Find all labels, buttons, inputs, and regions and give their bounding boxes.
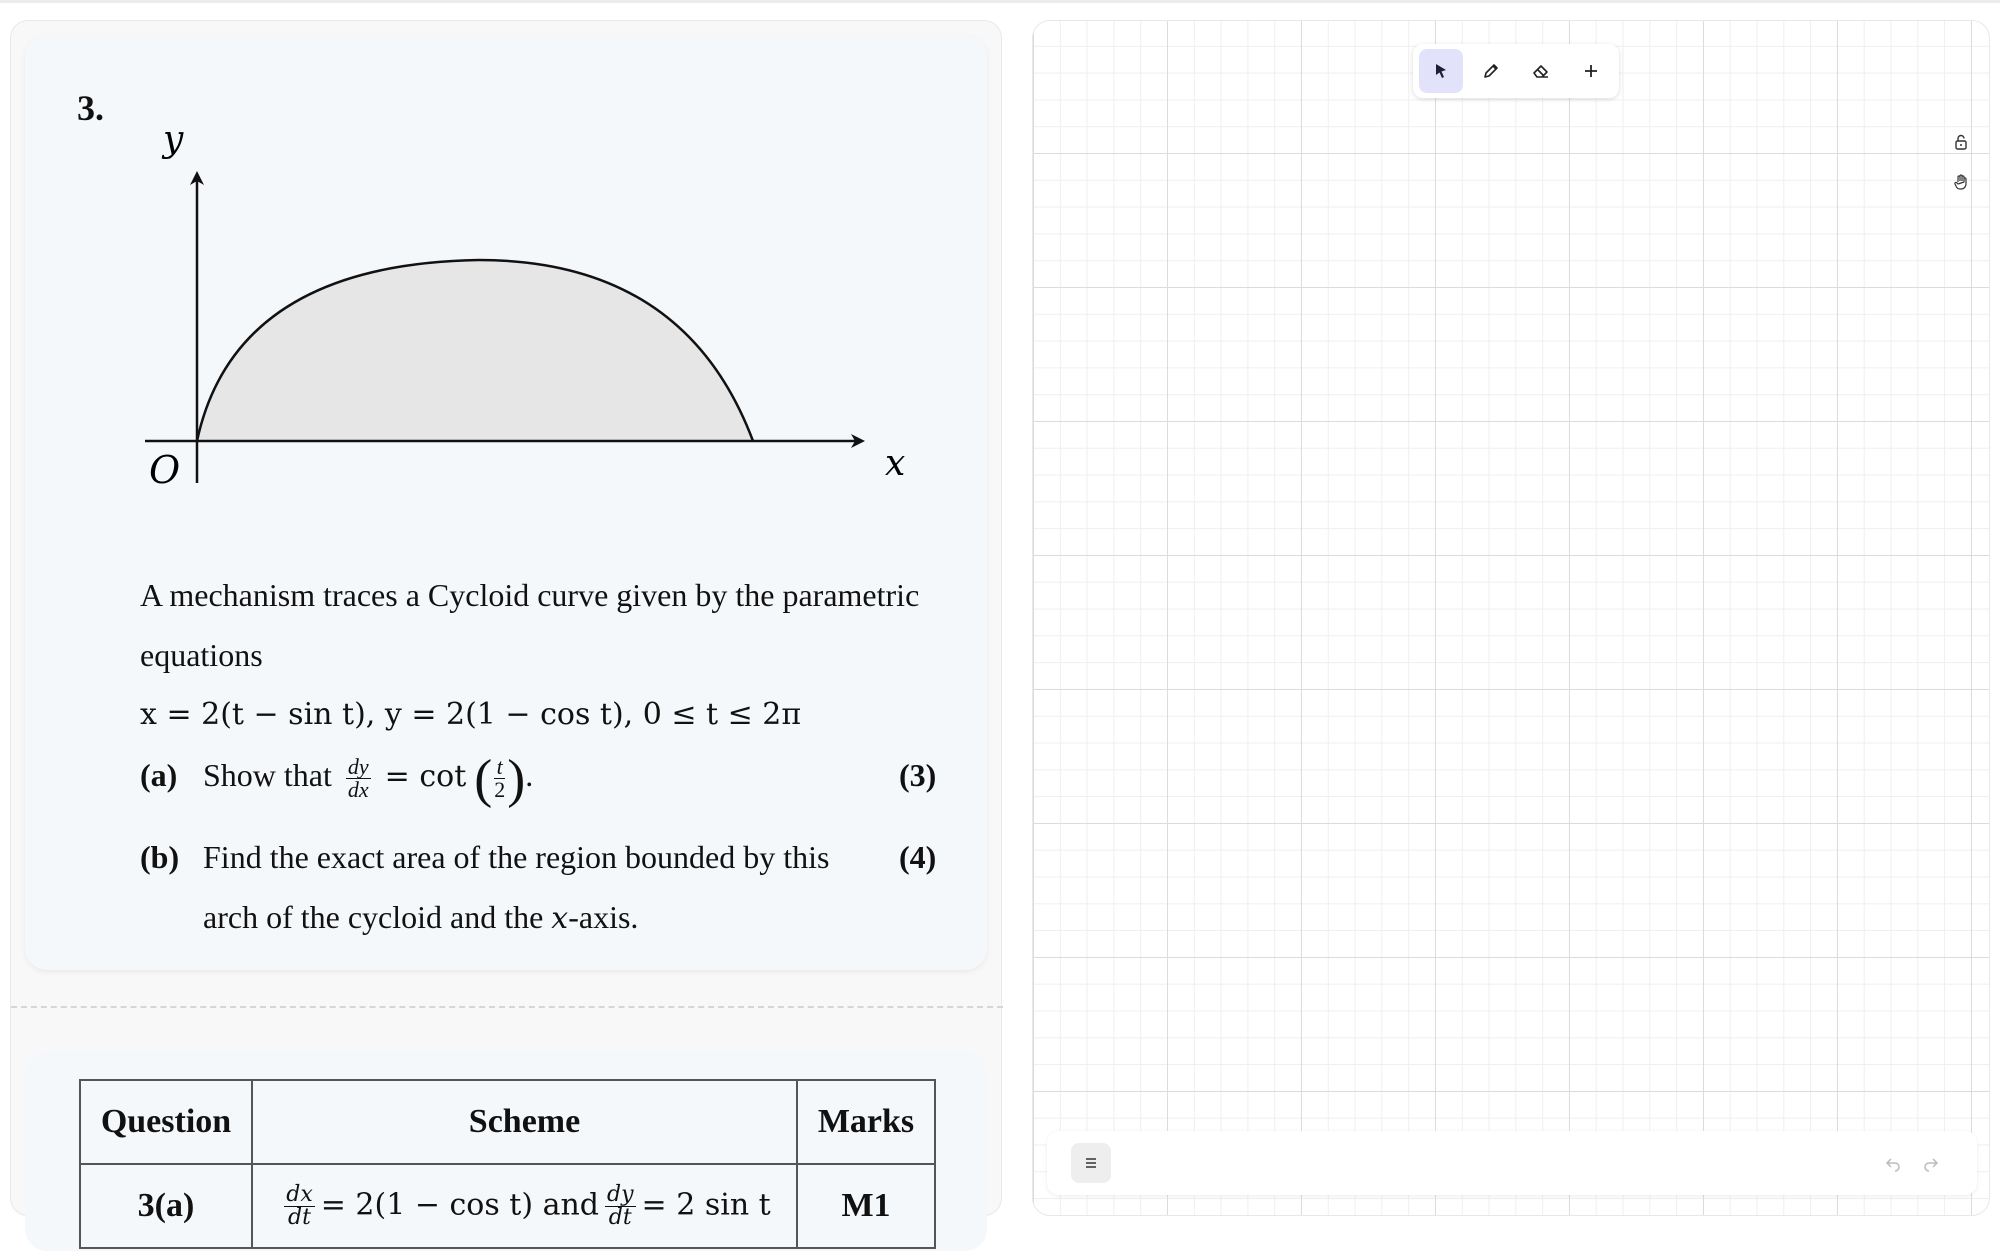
hand-icon: [1952, 173, 1970, 191]
part-b-line-2: [203, 887, 638, 949]
x-axis-label: x: [885, 443, 906, 484]
redo-button[interactable]: [1915, 1147, 1947, 1179]
t-over-2-fraction: [494, 756, 505, 801]
scheme-end-text: = 2 sin t: [641, 1187, 771, 1222]
intro-line-1: A mechanism traces a Cycloid curve given by the parametric: [140, 577, 920, 613]
eraser-tool-button[interactable]: [1519, 49, 1563, 93]
scheme-mid-text: = 2(1 − cos t) and: [320, 1187, 600, 1222]
row-marks: M1: [797, 1164, 935, 1248]
part-a-end: .: [525, 757, 534, 793]
pencil-icon: [1481, 61, 1501, 81]
question-card: [25, 35, 987, 970]
pointer-tool-button[interactable]: [1419, 49, 1463, 93]
mark-scheme-table: [79, 1079, 936, 1249]
undo-button[interactable]: [1877, 1147, 1909, 1179]
dy-dx-denominator: dx: [347, 777, 369, 803]
dx-numerator: dx: [286, 1181, 313, 1207]
header-question: Question: [80, 1080, 252, 1164]
question-number: 3.: [77, 88, 104, 128]
dy-dt-fraction: [605, 1181, 636, 1230]
part-b-line-1: Find the exact area of the region bounded by this: [203, 839, 830, 875]
drawing-canvas[interactable]: [1032, 20, 1990, 1216]
part-b-marks: (4): [899, 839, 937, 875]
row-scheme: [252, 1164, 797, 1248]
canvas-bottom-bar: [1047, 1131, 1977, 1195]
pencil-tool-button[interactable]: [1469, 49, 1513, 93]
undo-icon: [1884, 1154, 1902, 1172]
y-axis-label: y: [163, 119, 184, 160]
side-toolbar: [1943, 126, 1979, 198]
pointer-icon: [1431, 61, 1451, 81]
mark-scheme-card: [25, 1051, 987, 1251]
parametric-equations: x = 2(t − sin t), y = 2(1 − cos t), 0 ≤ t ≤ 2π: [140, 697, 802, 732]
menu-button[interactable]: [1071, 1143, 1111, 1183]
part-b-label: (b): [140, 839, 180, 875]
redo-icon: [1922, 1154, 1940, 1172]
lock-icon: [1952, 133, 1970, 151]
part-a-label: (a): [140, 757, 178, 793]
cycloid-diagram: [25, 35, 987, 505]
dx-dt-fraction: [284, 1181, 315, 1230]
dy-dx-fraction: [346, 756, 371, 801]
top-border: [0, 0, 2000, 3]
add-tool-button[interactable]: [1569, 49, 1613, 93]
header-scheme: Scheme: [252, 1080, 797, 1164]
eraser-icon: [1531, 61, 1551, 81]
part-b-line-2-post: -axis.: [568, 899, 639, 935]
x-variable: x: [551, 901, 569, 936]
part-b-line-2-pre: arch of the cycloid and the: [203, 899, 552, 935]
menu-icon: [1082, 1154, 1100, 1172]
table-header-row: [80, 1080, 935, 1164]
part-a-marks: (3): [899, 757, 937, 793]
right-paren: ): [507, 748, 526, 809]
lock-button[interactable]: [1945, 126, 1977, 158]
row-question: 3(a): [80, 1164, 252, 1248]
left-paren: (: [474, 748, 493, 809]
dy-numerator: dy: [607, 1181, 634, 1207]
drawing-toolbar: [1413, 44, 1619, 98]
header-marks: Marks: [797, 1080, 935, 1164]
t-numerator: t: [494, 756, 505, 779]
origin-label: O: [149, 448, 181, 492]
intro-line-2: equations: [140, 637, 263, 673]
table-row: [80, 1164, 935, 1248]
dt-denominator: dt: [288, 1204, 311, 1230]
cycloid-region: [197, 260, 753, 441]
dy-dx-numerator: dy: [347, 754, 369, 780]
plus-icon: [1581, 61, 1601, 81]
part-a-prefix: Show that: [203, 757, 332, 793]
cot-text: = cot: [384, 759, 467, 794]
question-panel[interactable]: [10, 20, 1002, 1230]
t-denominator: 2: [494, 777, 506, 803]
hand-button[interactable]: [1945, 166, 1977, 198]
part-a-text: [203, 745, 533, 809]
section-divider: [11, 1006, 1003, 1008]
dt-denominator-2: dt: [608, 1204, 632, 1230]
